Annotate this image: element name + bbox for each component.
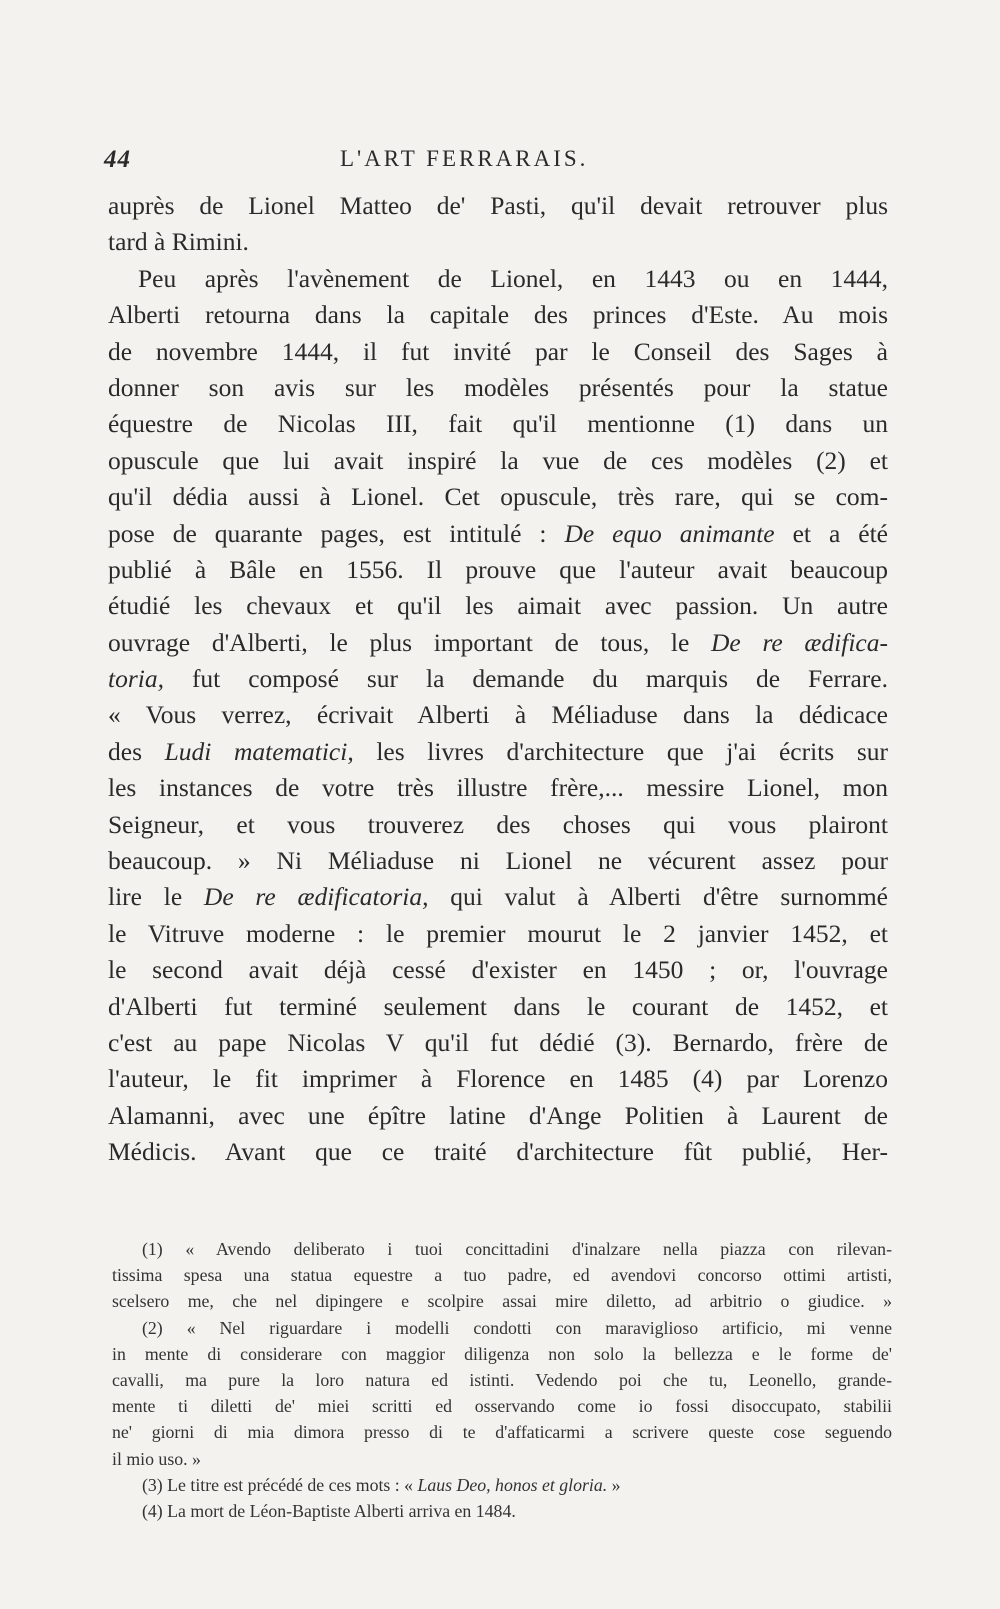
text-line: publié à Bâle en 1556. Il prouve que l'auteur avait beaucoup xyxy=(108,554,888,584)
footnote-line: cavalli, ma pure la loro natura ed istinti. Vedendo poi che tu, Leonello, grande- xyxy=(112,1369,892,1390)
text-line: tard à Rimini. xyxy=(108,227,249,257)
text-line: beaucoup. » Ni Méliaduse ni Lionel ne vécurent assez pour xyxy=(108,846,888,876)
text-line: l'auteur, le fit imprimer à Florence en 1485 (4) par Lorenzo xyxy=(108,1064,888,1094)
text-line: opuscule que lui avait inspiré la vue de ces modèles (2) et xyxy=(108,445,888,475)
footnote-line: tissima spesa una statua equestre a tuo padre, ed avendovi concorso ottimi artisti, xyxy=(112,1265,892,1286)
book-title: De re ædificatoria, xyxy=(203,882,429,912)
text-line: auprès de Lionel Matteo de' Pasti, qu'il devait retrouver plus xyxy=(108,191,888,220)
text-run: les livres d'architecture que j'ai écrits sur xyxy=(353,736,888,766)
footnote-line: (2) « Nel riguardare i modelli condotti con maraviglioso artificio, mi venne xyxy=(142,1317,892,1338)
book-title: De equo animante xyxy=(564,518,775,548)
text-line: le second avait déjà cessé d'exister en 1450 ; or, l'ouvrage xyxy=(108,955,888,985)
text-line: « Vous verrez, écrivait Alberti à Méliaduse dans la dédicace xyxy=(108,700,888,730)
text-run: » xyxy=(607,1474,621,1495)
footnote-line: mente ti diletti de' miei scritti ed osservando come io fossi disoccupato, stabilii xyxy=(112,1396,892,1417)
text-line xyxy=(108,625,888,661)
text-line: Seigneur, et vous trouverez des choses qui vous plairont xyxy=(108,809,888,839)
footnote-line: (1) « Avendo deliberato i tuoi concittadini d'inalzare nella piazza con rilevan- xyxy=(142,1239,892,1259)
text-line xyxy=(108,879,888,915)
running-title: L'ART FERRARAIS. xyxy=(340,146,589,171)
text-line: c'est au pape Nicolas V qu'il fut dédié (3). Bernardo, frère de xyxy=(108,1027,888,1057)
footnote-line: in mente di considerare con maggior diligenza non solo la bellezza e le forme de' xyxy=(112,1343,892,1364)
text-line: Peu après l'avènement de Lionel, en 1443 ou en 1444, xyxy=(138,263,888,293)
footnote-line: ne' giorni di mia dimora presso di te d'affaticarmi a scrivere queste cose seguendo xyxy=(112,1422,892,1443)
quoted-motto: Laus Deo, honos et gloria. xyxy=(417,1474,608,1495)
text-line xyxy=(108,516,888,552)
text-line: de novembre 1444, il fut invité par le Conseil des Sages à xyxy=(108,336,888,366)
text-run: fut composé sur la demande du marquis de Ferrare. xyxy=(163,664,888,694)
text-line: qu'il dédia aussi à Lionel. Cet opuscule, très rare, qui se com- xyxy=(108,482,888,512)
text-run: et a été xyxy=(774,518,888,548)
page-number: 44 xyxy=(104,146,131,173)
text-line: Alberti retourna dans la capitale des princes d'Este. Au mois xyxy=(108,300,888,330)
footnote-line: (4) La mort de Léon-Baptiste Alberti arriva en 1484. xyxy=(142,1500,516,1521)
text-line: les instances de votre très illustre frère,... messire Lionel, mon xyxy=(108,773,888,803)
main-text xyxy=(108,188,888,1171)
text-line: Alamanni, avec une épître latine d'Ange Politien à Laurent de xyxy=(108,1100,888,1130)
text-line: étudié les chevaux et qu'il les aimait avec passion. Un autre xyxy=(108,591,888,621)
book-title: Ludi matematici, xyxy=(164,736,354,766)
text-line xyxy=(108,661,888,697)
text-line: Médicis. Avant que ce traité d'architecture fût publié, Her- xyxy=(108,1137,888,1167)
footnotes xyxy=(112,1236,892,1524)
text-run: lire le xyxy=(108,882,204,912)
text-line: équestre de Nicolas III, fait qu'il mentionne (1) dans un xyxy=(108,409,888,439)
footnote-line: il mio uso. » xyxy=(112,1448,201,1469)
footnote-line xyxy=(112,1472,892,1498)
book-title: De re ædifica- xyxy=(711,627,888,657)
text-run: qui valut à Alberti d'être surnommé xyxy=(428,882,888,912)
text-run: pose de quarante pages, est intitulé : xyxy=(108,518,565,548)
text-line: donner son avis sur les modèles présentés pour la statue xyxy=(108,372,888,402)
footnote-line: scelsero me, che nel dipingere e scolpire assai mire diletto, ad arbitrio o giudice. » xyxy=(112,1291,892,1312)
text-line xyxy=(108,734,888,770)
text-line: d'Alberti fut terminé seulement dans le courant de 1452, et xyxy=(108,991,888,1021)
text-run: (3) Le titre est précédé de ces mots : « xyxy=(142,1474,418,1495)
page-header xyxy=(104,146,892,180)
text-line: le Vitruve moderne : le premier mourut le 2 janvier 1452, et xyxy=(108,918,888,948)
text-run: des xyxy=(108,736,165,766)
text-run: ouvrage d'Alberti, le plus important de tous, le xyxy=(108,627,712,657)
book-title: toria, xyxy=(108,664,164,694)
